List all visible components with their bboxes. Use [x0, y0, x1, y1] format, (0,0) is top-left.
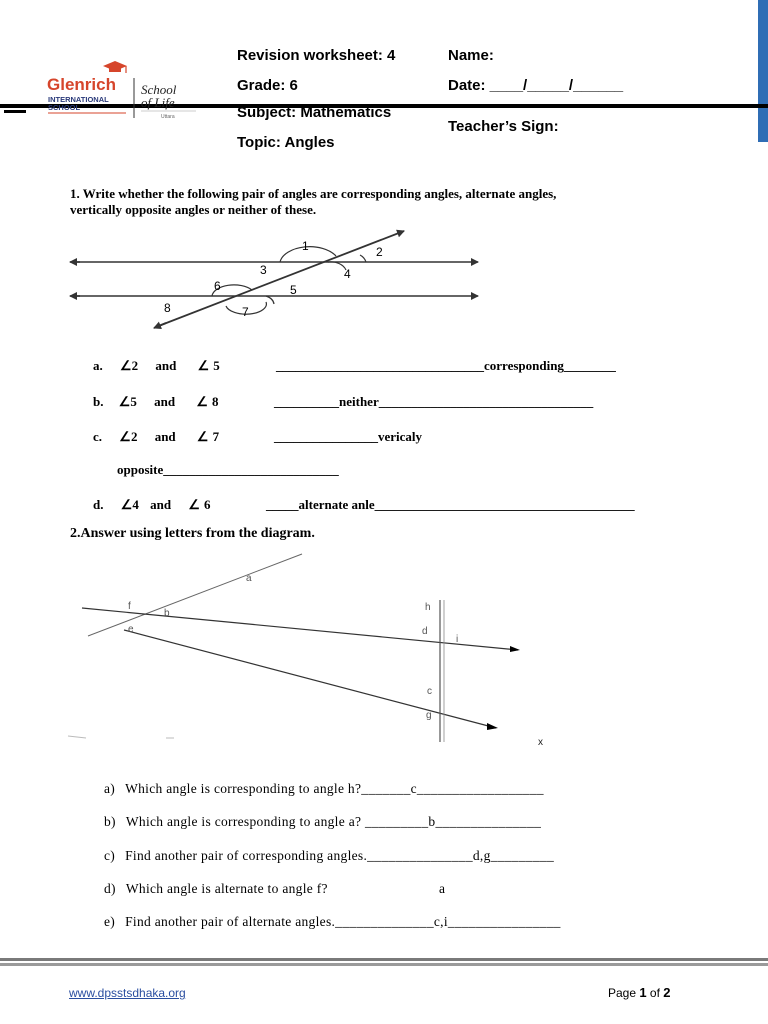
diagram-mark-x: x	[538, 737, 543, 748]
q2-item-b: b) Which angle is corresponding to angle a? _________b_______________	[104, 814, 542, 829]
q2-lines-diagram	[66, 550, 556, 750]
q1-item-d: d. ∠4 and ∠ 6	[93, 497, 211, 512]
q2-item-e: e) Find another pair of alternate angles.______________c,i________________	[104, 914, 561, 929]
q1-answer-d: _____alternate anle________________________________________	[266, 497, 635, 512]
q1-answer-b: __________neither_________________________________	[274, 394, 594, 409]
logo-brand-text: Glenrich	[47, 75, 116, 94]
angle-symbol-icon: ∠	[196, 394, 209, 409]
q1-answer-c: ________________vericaly	[274, 429, 423, 444]
angle-label-7: 7	[242, 305, 249, 319]
angle-symbol-icon: ∠	[120, 358, 132, 373]
angle-symbol-icon: ∠	[188, 497, 201, 512]
angle-label-8: 8	[164, 301, 171, 315]
angle-symbol-icon: ∠	[119, 429, 131, 444]
logo-subtitle-2: SCHOOL	[48, 103, 81, 112]
footer-rule-1	[0, 958, 768, 961]
date-field-label: Date: ____/_____/______	[448, 77, 624, 94]
q2-item-d: d) Which angle is alternate to angle f?	[104, 881, 328, 896]
angle-label-e: e	[128, 624, 134, 635]
angle-label-f: f	[128, 601, 131, 612]
q1-item-b: b. ∠5 and ∠ 8	[93, 394, 219, 409]
q1-parallel-lines-diagram	[66, 226, 486, 332]
logo-graphic	[46, 60, 206, 122]
footer-website-link[interactable]: www.dpsstsdhaka.org	[69, 986, 186, 1000]
angle-label-b: b	[164, 608, 170, 619]
side-accent-bar	[758, 0, 768, 142]
angle-label-g: g	[426, 710, 432, 721]
transversal-line	[156, 231, 404, 327]
q2-answer-d: a	[439, 881, 446, 896]
angle-symbol-icon: ∠	[120, 497, 133, 512]
teacher-sign-label: Teacher’s Sign:	[448, 118, 559, 135]
header-rule-stub	[4, 110, 26, 113]
grade-label: Grade: 6	[237, 77, 298, 94]
subject-label: Subject: Mathematics	[237, 104, 392, 121]
q1-answer-a: ________________________________corresponding________	[276, 358, 616, 373]
angle-symbol-icon: ∠	[196, 429, 209, 444]
footer-rule-2	[0, 963, 768, 966]
worksheet-title: Revision worksheet: 4	[237, 47, 396, 64]
logo-subtitle-1: INTERNATIONAL	[48, 95, 109, 104]
q1-item-a: a. ∠2 and ∠ 5	[93, 358, 220, 373]
angle-label-d: d	[422, 626, 428, 637]
angle-label-2: 2	[376, 245, 383, 259]
angle-symbol-icon: ∠	[118, 394, 131, 409]
angle-symbol-icon: ∠	[197, 358, 210, 373]
angle-label-1: 1	[302, 239, 309, 253]
logo-tagline-2: of Life	[141, 95, 175, 110]
page-number: Page 1 of 2	[608, 985, 671, 1000]
parallel-line-upper	[82, 608, 518, 650]
name-field-label: Name:	[448, 47, 494, 64]
angle-label-3: 3	[260, 263, 267, 277]
q2-prompt: 2.Answer using letters from the diagram.	[70, 526, 315, 541]
angle-label-a: a	[246, 573, 252, 584]
q2-item-c: c) Find another pair of corresponding angles._______________d,g_________	[104, 848, 555, 863]
logo-campus: Uttara	[161, 114, 175, 120]
q1-prompt-line2: vertically opposite angles or neither of these.	[70, 202, 317, 217]
topic-label: Topic: Angles	[237, 134, 335, 151]
q1-answer-c-continued: opposite___________________________	[117, 462, 339, 477]
q1-prompt-line1: 1. Write whether the following pair of angles are corresponding angles, alternate angles,	[70, 186, 557, 201]
angle-label-c: c	[427, 686, 432, 697]
angle-label-6: 6	[214, 279, 221, 293]
q1-item-c: c. ∠2 and ∠ 7	[93, 429, 220, 444]
angle-label-h: h	[425, 602, 431, 613]
angle-label-i: i	[456, 634, 459, 645]
angle-label-5: 5	[290, 283, 297, 297]
logo-tagline-1: School	[141, 82, 177, 97]
school-logo	[46, 60, 206, 122]
transversal-upper	[88, 554, 302, 636]
angle-label-4: 4	[344, 267, 351, 281]
q2-item-a: a) Which angle is corresponding to angle h?_______c__________________	[104, 781, 544, 796]
